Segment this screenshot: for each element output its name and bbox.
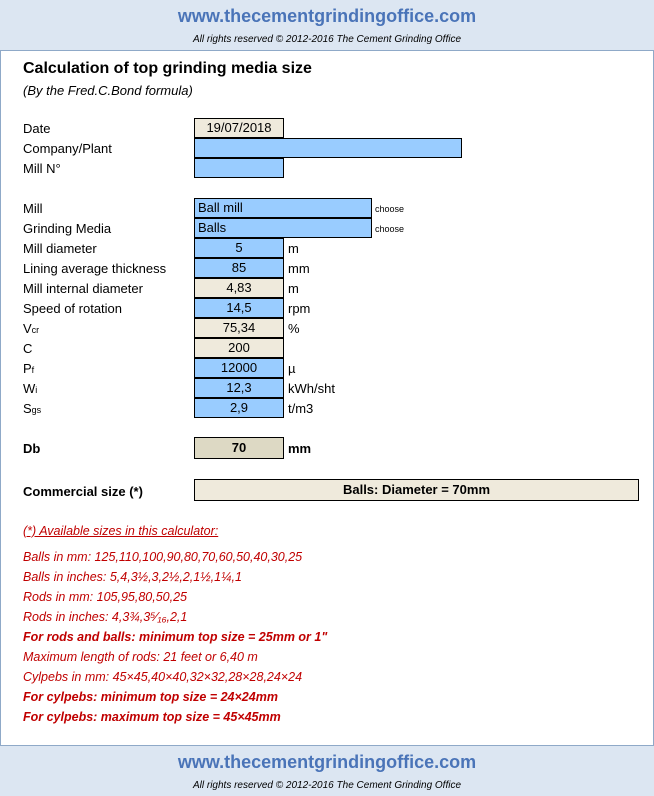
speed-label: Speed of rotation	[23, 301, 123, 316]
note-cylpebs-mm: Cylpebs in mm: 45×45,40×40,32×32,28×28,24×24	[23, 670, 303, 684]
footer-copyright-text: All rights reserved © 2012-2016 The Cement Grinding Office	[192, 780, 462, 791]
calculator-sheet	[0, 51, 654, 745]
millno-label: Mill N°	[23, 161, 61, 176]
speed-field[interactable]: 14,5	[194, 298, 284, 318]
mill-choose-hint: choose	[375, 204, 405, 214]
site-link[interactable]: www.thecementgrindingoffice.com	[177, 6, 477, 26]
footer-banner	[0, 745, 654, 796]
db-result: 70	[194, 437, 284, 459]
note-max-rod: Maximum length of rods: 21 feet or 6,40 m	[23, 650, 258, 664]
footer-site-link[interactable]: www.thecementgrindingoffice.com	[177, 752, 477, 772]
note-cyl-max: For cylpebs: maximum top size = 45×45mm	[23, 710, 281, 724]
header-banner	[0, 0, 654, 51]
internal-value: 4,83	[194, 278, 284, 298]
wi-label: Wi	[23, 381, 38, 396]
db-label: Db	[23, 441, 41, 456]
internal-unit: m	[288, 281, 299, 296]
lining-unit: mm	[288, 261, 310, 276]
media-select[interactable]: Balls	[194, 218, 372, 238]
copyright-text: All rights reserved © 2012-2016 The Cement Grinding Office	[192, 34, 462, 45]
c-value: 200	[194, 338, 284, 358]
mill-label: Mill	[23, 201, 43, 216]
note-min-top: For rods and balls: minimum top size = 25mm or 1"	[23, 630, 328, 644]
wi-unit: kWh/sht	[288, 381, 335, 396]
note-balls-in: Balls in inches: 5,4,3½,3,2½,2,1½,1¼,1	[23, 570, 242, 584]
date-field[interactable]: 19/07/2018	[194, 118, 284, 138]
diameter-label: Mill diameter	[23, 241, 97, 256]
vcr-value: 75,34	[194, 318, 284, 338]
speed-unit: rpm	[288, 301, 311, 316]
note-rods-in: Rods in inches: 4,3¾,3⁵⁄₁₆,2,1	[23, 610, 188, 624]
date-label: Date	[23, 121, 51, 136]
media-choose-hint: choose	[375, 224, 405, 234]
lining-field[interactable]: 85	[194, 258, 284, 278]
sgs-label: Sgs	[23, 401, 42, 416]
mill-select[interactable]: Ball mill	[194, 198, 372, 218]
db-unit: mm	[288, 441, 312, 456]
media-label: Grinding Media	[23, 221, 112, 236]
company-label: Company/Plant	[23, 141, 112, 156]
pf-label: Pf	[23, 361, 35, 376]
millno-field[interactable]	[194, 158, 284, 178]
vcr-label: Vcr	[23, 321, 40, 336]
commercial-label: Commercial size (*)	[23, 484, 143, 499]
note-cyl-min: For cylpebs: minimum top size = 24×24mm	[23, 690, 278, 704]
diameter-field[interactable]: 5	[194, 238, 284, 258]
lining-label: Lining average thickness	[23, 261, 167, 276]
c-label: C	[23, 341, 33, 356]
page-title: Calculation of top grinding media size	[23, 60, 312, 77]
commercial-result: Balls: Diameter = 70mm	[194, 479, 639, 501]
internal-label: Mill internal diameter	[23, 281, 143, 296]
pf-unit: µ	[288, 361, 296, 376]
pf-field[interactable]: 12000	[194, 358, 284, 378]
note-balls-mm: Balls in mm: 125,110,100,90,80,70,60,50,40,30,25	[23, 550, 303, 564]
sgs-unit: t/m3	[288, 401, 314, 416]
page-subtitle: (By the Fred.C.Bond formula)	[23, 83, 193, 98]
diameter-unit: m	[288, 241, 299, 256]
notes-heading: (*) Available sizes in this calculator:	[23, 524, 219, 538]
note-rods-mm: Rods in mm: 105,95,80,50,25	[23, 590, 187, 604]
wi-field[interactable]: 12,3	[194, 378, 284, 398]
company-field[interactable]	[194, 138, 462, 158]
vcr-unit: %	[288, 321, 300, 336]
sgs-field[interactable]: 2,9	[194, 398, 284, 418]
